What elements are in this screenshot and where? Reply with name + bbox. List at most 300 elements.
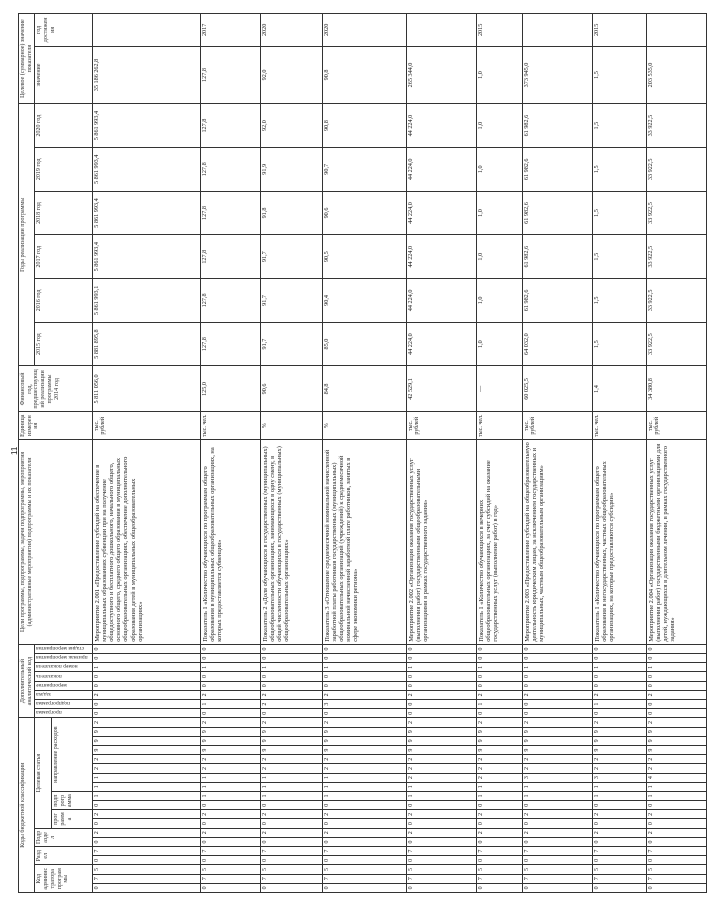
code-digit-cell: 0 — [200, 819, 260, 828]
code-digit-cell: 2 — [260, 755, 322, 764]
year-value-cell: 5 881 895,8 — [92, 322, 200, 366]
final-year-cell — [92, 14, 200, 47]
code-digit-cell: 9 — [260, 736, 322, 745]
code-digit-cell: 1 — [592, 663, 646, 672]
code-digit-cell: 9 — [406, 746, 476, 755]
code-digit-cell: 1 — [322, 782, 406, 791]
code-digit-cell: 0 — [592, 672, 646, 681]
table-row — [476, 14, 522, 893]
value-2014-cell: 34 380,8 — [646, 366, 706, 412]
year-value-cell: 91,8 — [260, 191, 322, 235]
final-value-cell: 35 186 262,8 — [92, 46, 200, 104]
year-value-cell: 33 922,5 — [646, 279, 706, 323]
code-digit-cell: 9 — [200, 736, 260, 745]
code-digit-cell: 0 — [200, 654, 260, 663]
code-digit-cell: 1 — [92, 773, 200, 782]
code-digit-cell: 0 — [322, 672, 406, 681]
code-digit-cell: 1 — [322, 663, 406, 672]
code-digit-cell: 0 — [522, 801, 592, 810]
code-digit-cell: 0 — [406, 644, 476, 653]
final-value-cell: 203 535,0 — [646, 46, 706, 104]
code-digit-cell: 2 — [406, 764, 476, 773]
code-digit-cell: 2 — [592, 718, 646, 727]
year-value-cell: 64 032,0 — [522, 322, 592, 366]
code-digit-cell: 2 — [646, 690, 706, 699]
code-digit-cell: 2 — [322, 810, 406, 819]
code-digit-cell: 0 — [260, 819, 322, 828]
code-digit-cell: 7 — [322, 847, 406, 856]
header-row-1 — [19, 14, 35, 893]
code-digit-cell: 0 — [522, 709, 592, 718]
code-digit-cell: 1 — [260, 773, 322, 782]
code-digit-cell: 0 — [200, 883, 260, 892]
header-year-2020: 2020 год — [35, 104, 92, 148]
year-value-cell: 90,8 — [322, 104, 406, 148]
goal-description-cell: Мероприятие 2.001 «Предоставление субсидий на обеспечение в муниципальных образованиях субвенции при на получение общедоступного и бесплатного дошкольного, начального общего, основного общего, среднего общего образования в муниципальных общеобразовательных организациях, обеспечение дополнительного образования детей в муниципальных общеобразовательных организациях» — [92, 440, 200, 645]
code-digit-cell: 1 — [92, 663, 200, 672]
code-digit-cell: 0 — [322, 654, 406, 663]
code-digit-cell: 0 — [260, 654, 322, 663]
year-value-cell: 5 861 993,4 — [92, 147, 200, 191]
code-digit-cell: 0 — [522, 837, 592, 846]
code-digit-cell: 2 — [406, 773, 476, 782]
header-year-2016: 2016 год — [35, 279, 92, 323]
code-digit-cell: 7 — [92, 847, 200, 856]
goal-description-cell: Мероприятие 2.002 «Организация оказания государственных услуг (выполнения работ) государственными общеобразовательными организациями в рамках государственного задания» — [406, 440, 476, 645]
year-value-cell: 1,0 — [476, 191, 522, 235]
goal-description-cell: Мероприятие 2.004 «Организация оказания государственных услуг (выполнения работ) государственными бюджетными организациями для детей, нуждающихся в длительном лечении, в рамках государственного задания» — [646, 440, 706, 645]
code-digit-cell: 7 — [260, 874, 322, 883]
code-digit-cell: 7 — [92, 874, 200, 883]
code-digit-cell: 0 — [522, 819, 592, 828]
code-digit-cell: 2 — [646, 810, 706, 819]
year-value-cell: 44 224,0 — [406, 104, 476, 148]
code-digit-cell: 1 — [476, 782, 522, 791]
code-digit-cell: 2 — [260, 690, 322, 699]
code-digit-cell: 5 — [476, 865, 522, 874]
code-digit-cell: 2 — [200, 690, 260, 699]
code-digit-cell: 2 — [406, 755, 476, 764]
code-digit-cell: 7 — [592, 847, 646, 856]
code-digit-cell: 2 — [322, 718, 406, 727]
code-digit-cell: 9 — [522, 746, 592, 755]
year-value-cell: 5 861 993,4 — [92, 191, 200, 235]
code-digit-cell: 2 — [200, 755, 260, 764]
year-value-cell: 61 982,6 — [522, 104, 592, 148]
code-digit-cell: 2 — [476, 773, 522, 782]
header-target-article: Целевая статья — [35, 718, 52, 828]
header-year-2019: 2019 год — [35, 147, 92, 191]
code-digit-cell: 0 — [322, 681, 406, 690]
unit-cell: тыс. рублей — [646, 412, 706, 440]
code-digit-cell: 0 — [92, 700, 200, 709]
code-digit-cell: 1 — [522, 663, 592, 672]
code-digit-cell: 2 — [476, 755, 522, 764]
code-digit-cell: 4 — [646, 773, 706, 782]
code-digit-cell: 0 — [522, 883, 592, 892]
unit-cell: % — [322, 412, 406, 440]
year-value-cell: 90,7 — [322, 147, 406, 191]
code-digit-cell: 0 — [322, 709, 406, 718]
code-digit-cell: 0 — [406, 801, 476, 810]
code-digit-cell: 0 — [476, 837, 522, 846]
code-digit-cell: 0 — [200, 709, 260, 718]
code-digit-cell: 1 — [92, 791, 200, 800]
year-value-cell: 33 922,5 — [646, 147, 706, 191]
code-digit-cell: 2 — [92, 690, 200, 699]
code-digit-cell: 1 — [260, 791, 322, 800]
year-value-cell: 1,5 — [592, 322, 646, 366]
year-value-cell: 44 224,0 — [406, 235, 476, 279]
code-digit-cell: 0 — [92, 709, 200, 718]
code-digit-cell: 2 — [260, 700, 322, 709]
header-final-year: год достижения — [35, 14, 92, 47]
final-year-cell — [522, 14, 592, 47]
year-value-cell: 5 861 993,1 — [92, 279, 200, 323]
header-additional-code: Дополнительный аналитический код — [19, 644, 35, 718]
header-subprogram: подпрограмма — [52, 791, 92, 809]
code-digit-cell: 2 — [260, 810, 322, 819]
code-digit-cell: 0 — [322, 801, 406, 810]
value-2014-cell: 90,6 — [260, 366, 322, 412]
code-digit-cell: 1 — [476, 700, 522, 709]
code-digit-cell: 0 — [646, 654, 706, 663]
code-digit-cell: 0 — [200, 856, 260, 865]
year-value-cell: 90,6 — [322, 191, 406, 235]
code-digit-cell: 9 — [522, 736, 592, 745]
code-digit-cell: 0 — [646, 837, 706, 846]
code-digit-cell: 0 — [200, 801, 260, 810]
value-2014-cell: 42 529,1 — [406, 366, 476, 412]
code-digit-cell: 2 — [522, 718, 592, 727]
code-digit-cell: 2 — [406, 718, 476, 727]
year-value-cell: 44 224,0 — [406, 191, 476, 235]
code-digit-cell: 0 — [522, 654, 592, 663]
code-digit-cell: 0 — [592, 681, 646, 690]
code-digit-cell: 0 — [406, 709, 476, 718]
code-digit-cell: 0 — [592, 709, 646, 718]
goal-description-cell: Мероприятие 2.003 «Предоставление субсидий на общеобразовательную деятельность юридическим лицам, за исключением государственных и муниципальных, частным общеобразовательным организациям» — [522, 440, 592, 645]
code-digit-cell: 2 — [476, 764, 522, 773]
code-digit-cell: 0 — [646, 709, 706, 718]
code-digit-cell: 0 — [92, 654, 200, 663]
code-digit-cell: 1 — [200, 773, 260, 782]
code-digit-cell: 7 — [406, 847, 476, 856]
code-digit-cell: 2 — [92, 810, 200, 819]
code-digit-cell: 0 — [200, 837, 260, 846]
final-value-cell: 90,8 — [322, 46, 406, 104]
header-add-event: мероприятие — [35, 681, 92, 690]
year-value-cell: 44 224,0 — [406, 279, 476, 323]
year-value-cell: 1,0 — [476, 235, 522, 279]
code-digit-cell: 7 — [592, 874, 646, 883]
code-digit-cell: 5 — [592, 865, 646, 874]
code-digit-cell: 1 — [322, 791, 406, 800]
code-digit-cell: 1 — [406, 791, 476, 800]
code-digit-cell: 2 — [322, 828, 406, 837]
table-row — [200, 14, 260, 893]
value-2014-cell: 5 811 056,0 — [92, 366, 200, 412]
year-value-cell: 33 922,5 — [646, 322, 706, 366]
code-digit-cell: 1 — [646, 663, 706, 672]
code-digit-cell: 0 — [260, 681, 322, 690]
code-digit-cell: 0 — [646, 681, 706, 690]
code-digit-cell: 7 — [260, 847, 322, 856]
final-year-cell: 2015 — [592, 14, 646, 47]
code-digit-cell: 0 — [476, 672, 522, 681]
year-value-cell: 1,0 — [476, 147, 522, 191]
code-digit-cell: 0 — [476, 681, 522, 690]
final-value-cell: 1,5 — [592, 46, 646, 104]
code-digit-cell: 1 — [92, 782, 200, 791]
code-digit-cell: 0 — [322, 856, 406, 865]
year-value-cell: 127,8 — [200, 191, 260, 235]
header-unit: Единица измерения — [19, 412, 93, 440]
code-digit-cell: 1 — [406, 782, 476, 791]
table-row — [592, 14, 646, 893]
final-year-cell: 2015 — [476, 14, 522, 47]
code-digit-cell: 0 — [476, 709, 522, 718]
code-digit-cell: 9 — [522, 727, 592, 736]
code-digit-cell: 0 — [406, 883, 476, 892]
code-digit-cell: 9 — [646, 746, 706, 755]
code-digit-cell: 1 — [260, 663, 322, 672]
final-value-cell: 373 945,0 — [522, 46, 592, 104]
code-digit-cell: 9 — [476, 727, 522, 736]
unit-cell: тыс. рублей — [406, 412, 476, 440]
header-add-subprogram: подпрограмма — [35, 700, 92, 709]
code-digit-cell: 0 — [592, 856, 646, 865]
code-digit-cell: 0 — [260, 883, 322, 892]
code-digit-cell: 9 — [406, 727, 476, 736]
code-digit-cell: 2 — [522, 764, 592, 773]
unit-cell: тыс. рублей — [92, 412, 200, 440]
code-digit-cell: 9 — [592, 746, 646, 755]
final-year-cell: 2020 — [322, 14, 406, 47]
year-value-cell: 1,5 — [592, 235, 646, 279]
unit-cell: тыс. чел. — [592, 412, 646, 440]
code-digit-cell: 0 — [592, 801, 646, 810]
code-digit-cell: 0 — [92, 837, 200, 846]
code-digit-cell: 0 — [260, 856, 322, 865]
code-digit-cell: 2 — [322, 690, 406, 699]
code-digit-cell: 2 — [522, 828, 592, 837]
header-year-2015: 2015 год — [35, 322, 92, 366]
year-value-cell: 127,8 — [200, 147, 260, 191]
code-digit-cell: 2 — [322, 755, 406, 764]
header-add-task: задача — [35, 690, 92, 699]
code-digit-cell: 7 — [322, 874, 406, 883]
code-digit-cell: 9 — [476, 736, 522, 745]
table-row — [92, 14, 200, 893]
code-digit-cell: 0 — [92, 819, 200, 828]
code-digit-cell: 2 — [260, 764, 322, 773]
code-digit-cell: 0 — [476, 856, 522, 865]
code-digit-cell: 9 — [260, 727, 322, 736]
code-digit-cell: 0 — [646, 801, 706, 810]
final-value-cell: 1,0 — [476, 46, 522, 104]
code-digit-cell: 0 — [406, 681, 476, 690]
code-digit-cell: 9 — [592, 727, 646, 736]
year-value-cell: 61 982,6 — [522, 191, 592, 235]
code-digit-cell: 0 — [406, 856, 476, 865]
year-value-cell: 44 224,0 — [406, 147, 476, 191]
year-value-cell: 33 922,5 — [646, 104, 706, 148]
year-value-cell: 127,8 — [200, 279, 260, 323]
code-digit-cell: 0 — [522, 856, 592, 865]
code-digit-cell: 7 — [476, 847, 522, 856]
code-digit-cell: 7 — [646, 847, 706, 856]
code-digit-cell: 2 — [476, 828, 522, 837]
code-digit-cell: 1 — [592, 782, 646, 791]
code-digit-cell: 7 — [200, 874, 260, 883]
code-digit-cell: 1 — [200, 663, 260, 672]
header-final-value: значение — [35, 46, 92, 104]
year-value-cell: 61 982,6 — [522, 147, 592, 191]
header-final-group: Целевое (суммарное) значение показателя — [19, 14, 35, 104]
code-digit-cell: 1 — [646, 782, 706, 791]
code-digit-cell: 2 — [646, 828, 706, 837]
code-digit-cell: 0 — [200, 672, 260, 681]
code-digit-cell: 9 — [322, 736, 406, 745]
code-digit-cell: 2 — [592, 690, 646, 699]
header-goal: Цели программы, подпрограммы, задачи подпрограммы, мероприятия (административные мероприятия) подпрограммы и их показатели — [19, 440, 93, 645]
code-digit-cell: 5 — [322, 865, 406, 874]
code-digit-cell: 9 — [200, 727, 260, 736]
code-digit-cell: 0 — [646, 672, 706, 681]
goal-description-cell: Показатель 2 «Доля обучающихся в государственных (муниципальных) общеобразовательных организациях, занимающихся в одну смену, в общей численности обучающихся в государственных (муниципальных) общеобразовательных организациях» — [260, 440, 322, 645]
year-value-cell: 92,0 — [260, 104, 322, 148]
code-digit-cell: 0 — [406, 819, 476, 828]
year-value-cell: 91,7 — [260, 235, 322, 279]
year-value-cell: 91,7 — [260, 279, 322, 323]
table-row — [522, 14, 592, 893]
code-digit-cell: 1 — [260, 782, 322, 791]
year-value-cell: 127,8 — [200, 104, 260, 148]
code-digit-cell: 5 — [200, 865, 260, 874]
year-value-cell: 1,0 — [476, 104, 522, 148]
header-years-group: Годы реализации программы — [19, 104, 35, 366]
code-digit-cell: 5 — [646, 865, 706, 874]
year-value-cell: 61 982,6 — [522, 279, 592, 323]
code-digit-cell: 0 — [260, 672, 322, 681]
code-digit-cell: 9 — [92, 736, 200, 745]
code-digit-cell: 2 — [92, 764, 200, 773]
final-year-cell — [406, 14, 476, 47]
code-digit-cell: 0 — [200, 681, 260, 690]
program-indicators-table — [18, 13, 707, 893]
code-digit-cell: 0 — [476, 644, 522, 653]
year-value-cell: 1,0 — [476, 322, 522, 366]
code-digit-cell: 9 — [476, 746, 522, 755]
code-digit-cell: 0 — [92, 856, 200, 865]
code-digit-cell: 0 — [92, 672, 200, 681]
code-digit-cell: 7 — [200, 847, 260, 856]
code-digit-cell: 0 — [406, 654, 476, 663]
code-digit-cell: 2 — [646, 755, 706, 764]
final-year-cell: 2020 — [260, 14, 322, 47]
code-digit-cell: 5 — [260, 865, 322, 874]
code-digit-cell: 2 — [592, 810, 646, 819]
code-digit-cell: 0 — [476, 819, 522, 828]
code-digit-cell: 0 — [476, 654, 522, 663]
code-digit-cell: 1 — [522, 791, 592, 800]
code-digit-cell: 0 — [322, 819, 406, 828]
code-digit-cell: 9 — [322, 746, 406, 755]
unit-cell: тыс. рублей — [522, 412, 592, 440]
header-admin-code: Код администратора программы — [35, 865, 92, 893]
table-row — [646, 14, 706, 893]
code-digit-cell: 7 — [646, 874, 706, 883]
final-value-cell: 92,0 — [260, 46, 322, 104]
code-digit-cell: 0 — [522, 681, 592, 690]
year-value-cell: 85,0 — [322, 322, 406, 366]
code-digit-cell: 0 — [592, 644, 646, 653]
year-value-cell: 91,9 — [260, 147, 322, 191]
year-value-cell: 1,0 — [476, 279, 522, 323]
code-digit-cell: 2 — [522, 755, 592, 764]
code-digit-cell: 3 — [522, 773, 592, 782]
code-digit-cell: 2 — [406, 810, 476, 819]
code-digit-cell: 2 — [522, 810, 592, 819]
year-value-cell: 90,5 — [322, 235, 406, 279]
table-row — [260, 14, 322, 893]
code-digit-cell: 1 — [200, 791, 260, 800]
year-value-cell: 33 922,5 — [646, 235, 706, 279]
code-digit-cell: 0 — [406, 700, 476, 709]
year-value-cell: 33 922,5 — [646, 191, 706, 235]
code-digit-cell: 0 — [592, 819, 646, 828]
code-digit-cell: 5 — [522, 865, 592, 874]
code-digit-cell: 2 — [322, 764, 406, 773]
code-digit-cell: 7 — [522, 874, 592, 883]
code-digit-cell: 5 — [406, 865, 476, 874]
code-digit-cell: 1 — [200, 700, 260, 709]
final-value-cell: 127,8 — [200, 46, 260, 104]
code-digit-cell: 0 — [592, 837, 646, 846]
code-digit-cell: 2 — [200, 764, 260, 773]
code-digit-cell: 0 — [322, 837, 406, 846]
code-digit-cell: 7 — [476, 874, 522, 883]
code-digit-cell: 7 — [522, 847, 592, 856]
code-digit-cell: 1 — [592, 791, 646, 800]
page-number: 11 — [10, 446, 19, 455]
code-digit-cell: 0 — [92, 883, 200, 892]
code-digit-cell: 0 — [260, 801, 322, 810]
code-digit-cell: 2 — [92, 718, 200, 727]
year-value-cell: 1,5 — [592, 191, 646, 235]
year-value-cell: 5 861 993,4 — [92, 235, 200, 279]
code-digit-cell: 3 — [592, 773, 646, 782]
code-digit-cell: 2 — [476, 718, 522, 727]
header-direction: направление расходов — [52, 718, 92, 792]
code-digit-cell: 0 — [92, 801, 200, 810]
code-digit-cell: 0 — [646, 883, 706, 892]
header-add-event-sign: признак мероприятия — [35, 654, 92, 663]
goal-description-cell: Показатель 1 «Количество обучающихся в вечерних общеобразовательных организациях, за счет субсидий на оказание государственных услуг (выполнение работ) в год» — [476, 440, 522, 645]
code-digit-cell: 1 — [200, 782, 260, 791]
code-digit-cell: 0 — [592, 883, 646, 892]
code-digit-cell: 0 — [260, 709, 322, 718]
value-2014-cell: 60 025,5 — [522, 366, 592, 412]
table-row — [322, 14, 406, 893]
code-digit-cell: 1 — [646, 791, 706, 800]
table-row — [406, 14, 476, 893]
code-digit-cell: 2 — [92, 828, 200, 837]
code-digit-cell: 2 — [646, 764, 706, 773]
code-digit-cell: 9 — [406, 736, 476, 745]
code-digit-cell: 2 — [200, 828, 260, 837]
